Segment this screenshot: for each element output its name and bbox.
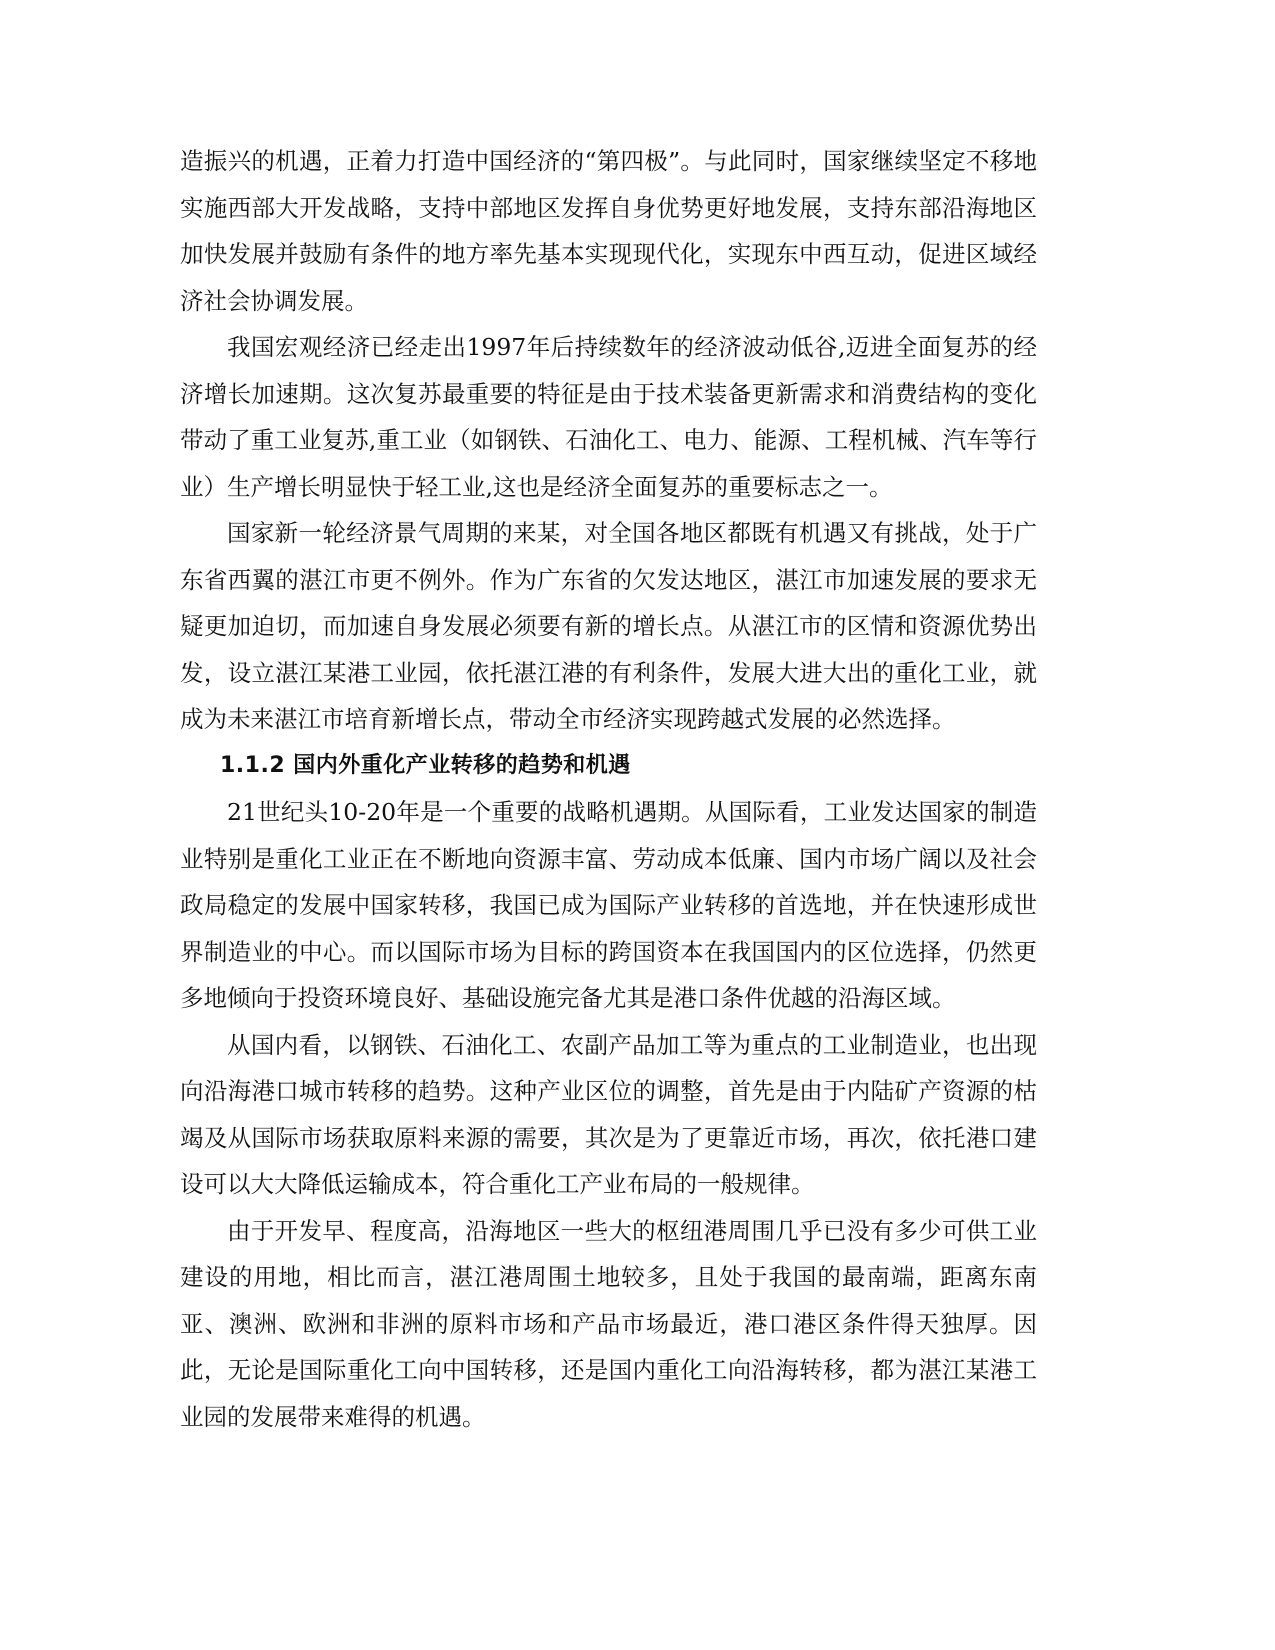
paragraph-1: 造振兴的机遇，正着力打造中国经济的“第四极”。与此同时，国家继续坚定不移地实施西部大开发战略，支持中部地区发挥自身优势更好地发展，支持东部沿海地区加快发展并鼓励有条件的地方率先基本实现现代化，实现东中西互动，促进区域经济社会协调发展。 — [180, 147, 1037, 315]
paragraph-6: 由于开发早、程度高，沿海地区一些大的枢纽港周围几乎已没有多少可供工业建设的用地，相比而言，湛江港周围土地较多，且处于我国的最南端，距离东南亚、澳洲、欧洲和非洲的原料市场和产品市场最近，港口港区条件得天独厚。因此，无论是国际重化工向中国转移，还是国内重化工向沿海转移，都为湛江某港工业园的发展带来难得的机遇。 — [180, 1216, 1037, 1431]
document-page — [180, 138, 1037, 1440]
paragraph-3: 国家新一轮经济景气周期的来某，对全国各地区都既有机遇又有挑战，处于广东省西翼的湛江市更不例外。作为广东省的欠发达地区，湛江市加速发展的要求无疑更加迫切，而加速自身发展必须要有新的增长点。从湛江市的区情和资源优势出发，设立湛江某港工业园，依托湛江港的有利条件，发展大进大出的重化工业，就成为未来湛江市培育新增长点，带动全市经济实现跨越式发展的必然选择。 — [180, 519, 1037, 733]
paragraph-4: 21世纪头10-20年是一个重要的战略机遇期。从国际看，工业发达国家的制造业特别是重化工业正在不断地向资源丰富、劳动成本低廉、国内市场广阔以及社会政局稳定的发展中国家转移，我国已成为国际产业转移的首选地，并在快速形成世界制造业的中心。而以国际市场为目标的跨国资本在我国国内的区位选择，仍然更多地倾向于投资环境良好、基础设施完备尤其是港口条件优越的沿海区域。 — [180, 798, 1037, 1012]
paragraph-2: 我国宏观经济已经走出1997年后持续数年的经济波动低谷,迈进全面复苏的经济增长加速期。这次复苏最重要的特征是由于技术装备更新需求和消费结构的变化带动了重工业复苏,重工业（如钢铁、石油化工、电力、能源、工程机械、汽车等行业）生产增长明显快于轻工业,这也是经济全面复苏的重要标志之一。 — [180, 333, 1037, 501]
paragraph-5: 从国内看，以钢铁、石油化工、农副产品加工等为重点的工业制造业，也出现向沿海港口城市转移的趋势。这种产业区位的调整，首先是由于内陆矿产资源的枯竭及从国际市场获取原料来源的需要，其次是为了更靠近市场，再次，依托港口建设可以大大降低运输成本，符合重化工产业布局的一般规律。 — [180, 1030, 1037, 1198]
section-heading: 1.1.2 国内外重化产业转移的趋势和机遇 — [220, 752, 631, 778]
